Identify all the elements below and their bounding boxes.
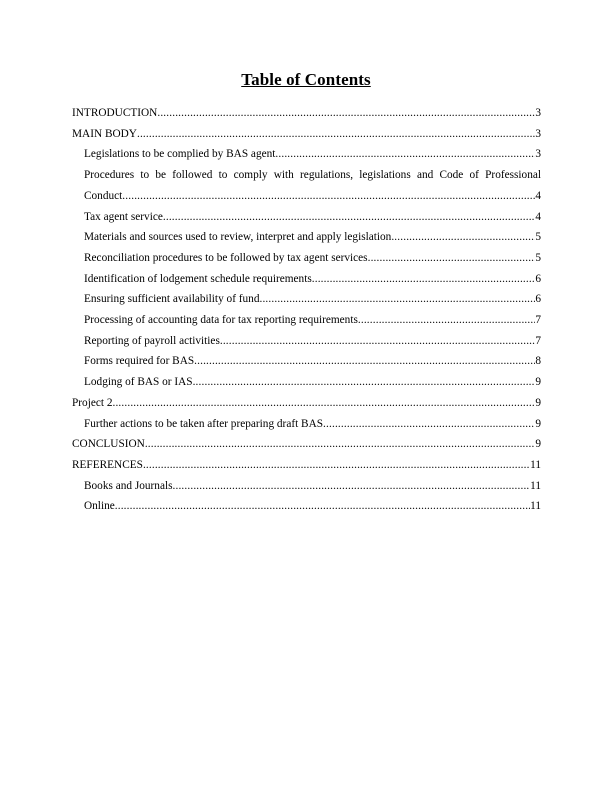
toc-entry-label: INTRODUCTION xyxy=(72,107,158,119)
dot-leader xyxy=(368,248,536,269)
toc-entry-label: CONCLUSION xyxy=(72,438,145,451)
toc-page-number: 4 xyxy=(535,189,541,202)
toc-page-number: 7 xyxy=(535,334,541,347)
toc-entry-label: Lodging of BAS or IAS xyxy=(84,376,193,389)
dot-leader xyxy=(115,496,530,517)
toc-page-number: 5 xyxy=(535,251,541,264)
dot-leader xyxy=(312,269,536,290)
dot-leader xyxy=(157,103,535,124)
toc-entry-label: Tax agent service xyxy=(84,210,163,223)
toc-entry-label-line1: Procedures to be followed to comply with regulations, legislations and Code of Professional xyxy=(84,169,541,182)
toc-entry-lodgement-schedule[interactable] xyxy=(72,269,541,290)
toc-page-number: 6 xyxy=(535,293,541,306)
toc-page-number: 11 xyxy=(530,479,541,492)
toc-page-number: 9 xyxy=(535,417,541,430)
toc-entry-label: Identification of lodgement schedule requirements xyxy=(84,272,312,285)
toc-page-number: 3 xyxy=(535,127,541,140)
toc-entry-online[interactable] xyxy=(72,496,541,517)
toc-entry-label: Reconciliation procedures to be followed by tax agent services xyxy=(84,251,368,264)
dot-leader xyxy=(145,434,536,455)
toc-entry-bas-forms[interactable] xyxy=(72,351,541,372)
dot-leader xyxy=(163,207,535,228)
dot-leader xyxy=(275,144,535,165)
toc-entry-label: Materials and sources used to review, interpret and apply legislation xyxy=(84,231,392,244)
toc-entry-label: Ensuring sufficient availability of fund xyxy=(84,293,260,306)
toc-entry-conclusion[interactable] xyxy=(72,434,541,455)
dot-leader xyxy=(259,289,535,310)
toc-entry-label: Legislations to be complied by BAS agent xyxy=(84,148,276,161)
toc-entry-label: Project 2 xyxy=(72,396,113,409)
dot-leader xyxy=(358,310,535,331)
toc-entry-label: Forms required for BAS xyxy=(84,355,195,368)
dot-leader xyxy=(194,351,535,372)
toc-page-number: 9 xyxy=(535,376,541,389)
toc-page-number: 9 xyxy=(535,396,541,409)
toc-page-number: 6 xyxy=(535,272,541,285)
toc-entry-lodging-bas[interactable] xyxy=(72,372,541,393)
toc-entry-label: Processing of accounting data for tax reporting requirements xyxy=(84,314,358,327)
dot-leader xyxy=(137,124,535,145)
toc-entry-label: Reporting of payroll activities xyxy=(84,334,220,347)
toc-page-number: 9 xyxy=(535,438,541,451)
dot-leader xyxy=(122,186,535,207)
toc-entry-procedures[interactable] xyxy=(72,165,541,206)
toc-page-number: 4 xyxy=(535,210,541,223)
toc-entry-references[interactable] xyxy=(72,455,541,476)
dot-leader xyxy=(112,393,535,414)
toc-page-number: 3 xyxy=(535,107,541,119)
toc-list xyxy=(72,103,541,517)
dot-leader xyxy=(173,476,531,497)
toc-page-number: 3 xyxy=(535,148,541,161)
toc-entry-label: MAIN BODY xyxy=(72,127,137,140)
toc-entry-introduction[interactable] xyxy=(72,103,541,124)
toc-page-number: 8 xyxy=(535,355,541,368)
toc-entry-further-actions[interactable] xyxy=(72,414,541,435)
toc-entry-reconciliation[interactable] xyxy=(72,248,541,269)
toc-entry-label-line2: Conduct xyxy=(84,189,123,202)
toc-entry-books-journals[interactable] xyxy=(72,476,541,497)
toc-entry-project-2[interactable] xyxy=(72,393,541,414)
toc-entry-label: REFERENCES xyxy=(72,458,143,471)
dot-leader xyxy=(220,331,535,352)
toc-page-number: 5 xyxy=(535,231,541,244)
dot-leader xyxy=(143,455,530,476)
toc-title: Table of Contents xyxy=(241,70,371,89)
dot-leader xyxy=(391,227,535,248)
dot-leader xyxy=(193,372,536,393)
toc-page-number: 11 xyxy=(530,500,541,513)
dot-leader xyxy=(323,414,535,435)
toc-entry-label: Further actions to be taken after preparing draft BAS xyxy=(84,417,324,430)
toc-page-number: 7 xyxy=(535,314,541,327)
toc-entry-fund-availability[interactable] xyxy=(72,289,541,310)
toc-page-number: 11 xyxy=(530,458,541,471)
toc-entry-materials-sources[interactable] xyxy=(72,227,541,248)
toc-entry-label: Online xyxy=(84,500,115,513)
toc-entry-tax-agent-service[interactable] xyxy=(72,207,541,228)
toc-entry-accounting-data[interactable] xyxy=(72,310,541,331)
toc-entry-main-body[interactable] xyxy=(72,124,541,145)
toc-entry-payroll[interactable] xyxy=(72,331,541,352)
toc-entry-label: Books and Journals xyxy=(84,479,173,492)
toc-entry-line2 xyxy=(84,186,541,207)
toc-entry-legislations[interactable] xyxy=(72,144,541,165)
